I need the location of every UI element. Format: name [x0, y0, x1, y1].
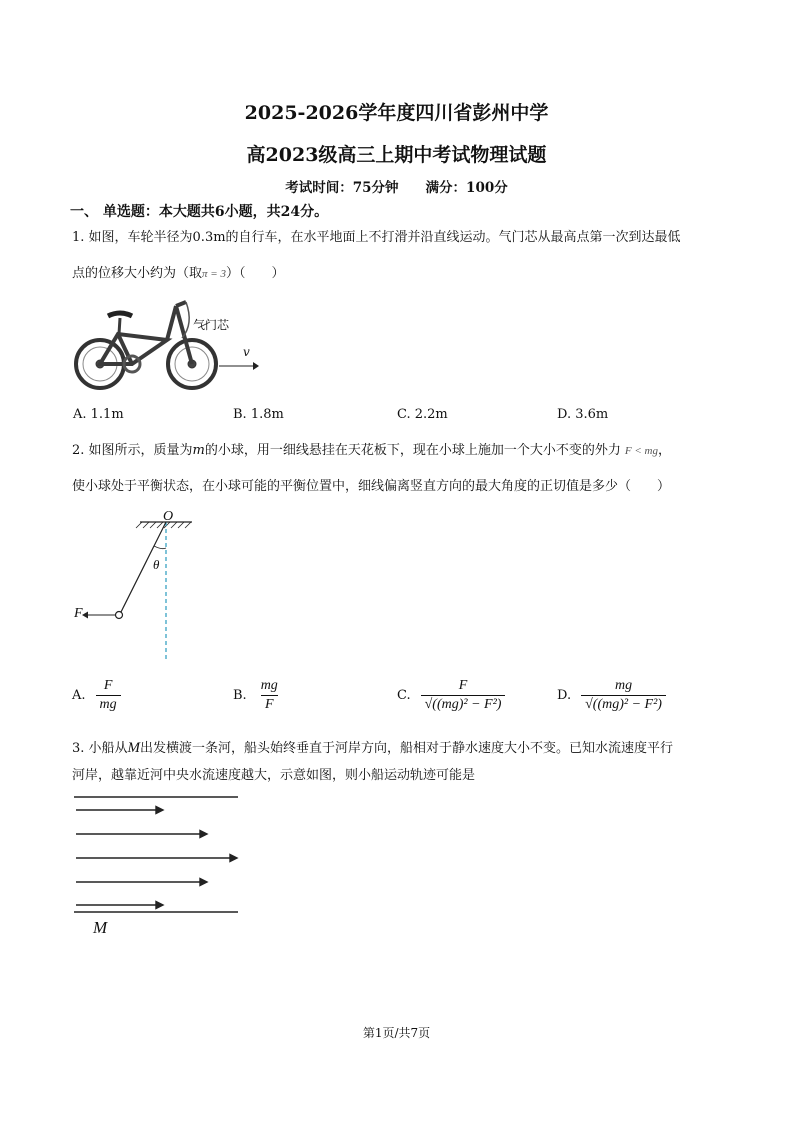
- valve-label: 气门芯: [193, 318, 230, 332]
- fig-point-o: O: [163, 509, 174, 524]
- q2-option-a-letter: A.: [72, 688, 86, 703]
- q2-option-c-letter: C.: [397, 688, 411, 703]
- q1-line1: 1. 如图，车轮半径为0.3m的自行车，在水平地面上不打滑并沿直线运动。气门芯从最高点第一次到达最低: [72, 230, 681, 245]
- q3-point-m: M: [127, 740, 141, 756]
- q2-line1-end: ，: [657, 443, 671, 458]
- q2-option-a[interactable]: [72, 678, 121, 713]
- q1-option-a[interactable]: A. 1.1m: [73, 407, 124, 422]
- velocity-label: v: [243, 345, 250, 359]
- q2-option-d[interactable]: [557, 678, 666, 713]
- fig-force-f: F: [74, 606, 83, 621]
- q2-force-condition: F < mg: [624, 445, 658, 457]
- q3-line2: 河岸，越靠近河中央水流速度越大，示意如图，则小船运动轨迹可能是: [72, 768, 476, 783]
- velocity-arrow: [217, 360, 261, 372]
- q3-line1-pre: 3. 小船从: [72, 741, 128, 756]
- q1-line2-pre: 点的位移大小约为（取: [72, 266, 203, 281]
- q2-mass-symbol: m: [192, 443, 205, 458]
- q1-pi-value: π = 3: [202, 268, 226, 280]
- q2-option-d-letter: D.: [557, 688, 572, 703]
- q1-line2-post: ）（ ）: [225, 266, 285, 281]
- q2-option-d-fraction: [581, 678, 666, 713]
- q2-line2: 使小球处于平衡状态，在小球可能的平衡位置中，细线偏离竖直方向的最大角度的正切值是多少（ ）: [72, 479, 671, 494]
- numerator: F: [458, 678, 468, 693]
- denominator: √((mg)² − F²): [581, 695, 666, 713]
- q1-option-d[interactable]: D. 3.6m: [557, 407, 609, 422]
- exam-info: 考试时间：75分钟 满分：100分: [285, 180, 508, 196]
- q2-line1-pre: 2. 如图所示，质量为: [72, 443, 193, 458]
- q2-option-c[interactable]: [397, 678, 505, 713]
- denominator: mg: [96, 695, 121, 713]
- q2-option-b-fraction: [257, 678, 282, 713]
- denominator: F: [261, 695, 278, 713]
- title-line2: 高2023级高三上期中考试物理试题: [246, 144, 547, 166]
- fig-point-m: M: [93, 918, 108, 937]
- q2-option-c-fraction: [421, 678, 506, 713]
- q2-line1-post: 的小球，用一细线悬挂在天花板下，现在小球上施加一个大小不变的外力: [204, 443, 621, 458]
- q1-option-b[interactable]: B. 1.8m: [233, 407, 284, 422]
- q2-option-a-fraction: [96, 678, 121, 713]
- bicycle-figure: [70, 294, 270, 394]
- page-number: 第1页/共7页: [362, 1026, 431, 1040]
- q1-line2: [72, 264, 284, 284]
- denominator: √((mg)² − F²): [421, 695, 506, 713]
- title-line1: 2025-2026学年度四川省彭州中学: [244, 102, 549, 124]
- q2-option-b[interactable]: [233, 678, 282, 713]
- q2-line1: [72, 441, 671, 461]
- numerator: F: [103, 678, 113, 693]
- numerator: mg: [614, 678, 633, 693]
- q3-line1-post: 出发横渡一条河，船头始终垂直于河岸方向，船相对于静水速度大小不变。已知水流速度平行: [140, 741, 674, 756]
- q3-line1: [72, 738, 673, 759]
- numerator: mg: [260, 678, 278, 693]
- fig-theta: θ: [153, 557, 160, 572]
- section-heading: 一、 单选题：本大题共6小题，共24分。: [70, 204, 329, 220]
- q1-option-c[interactable]: C. 2.2m: [397, 407, 448, 422]
- pendulum-figure: [70, 508, 210, 663]
- q2-option-b-letter: B.: [233, 688, 247, 703]
- river-figure: [70, 792, 245, 920]
